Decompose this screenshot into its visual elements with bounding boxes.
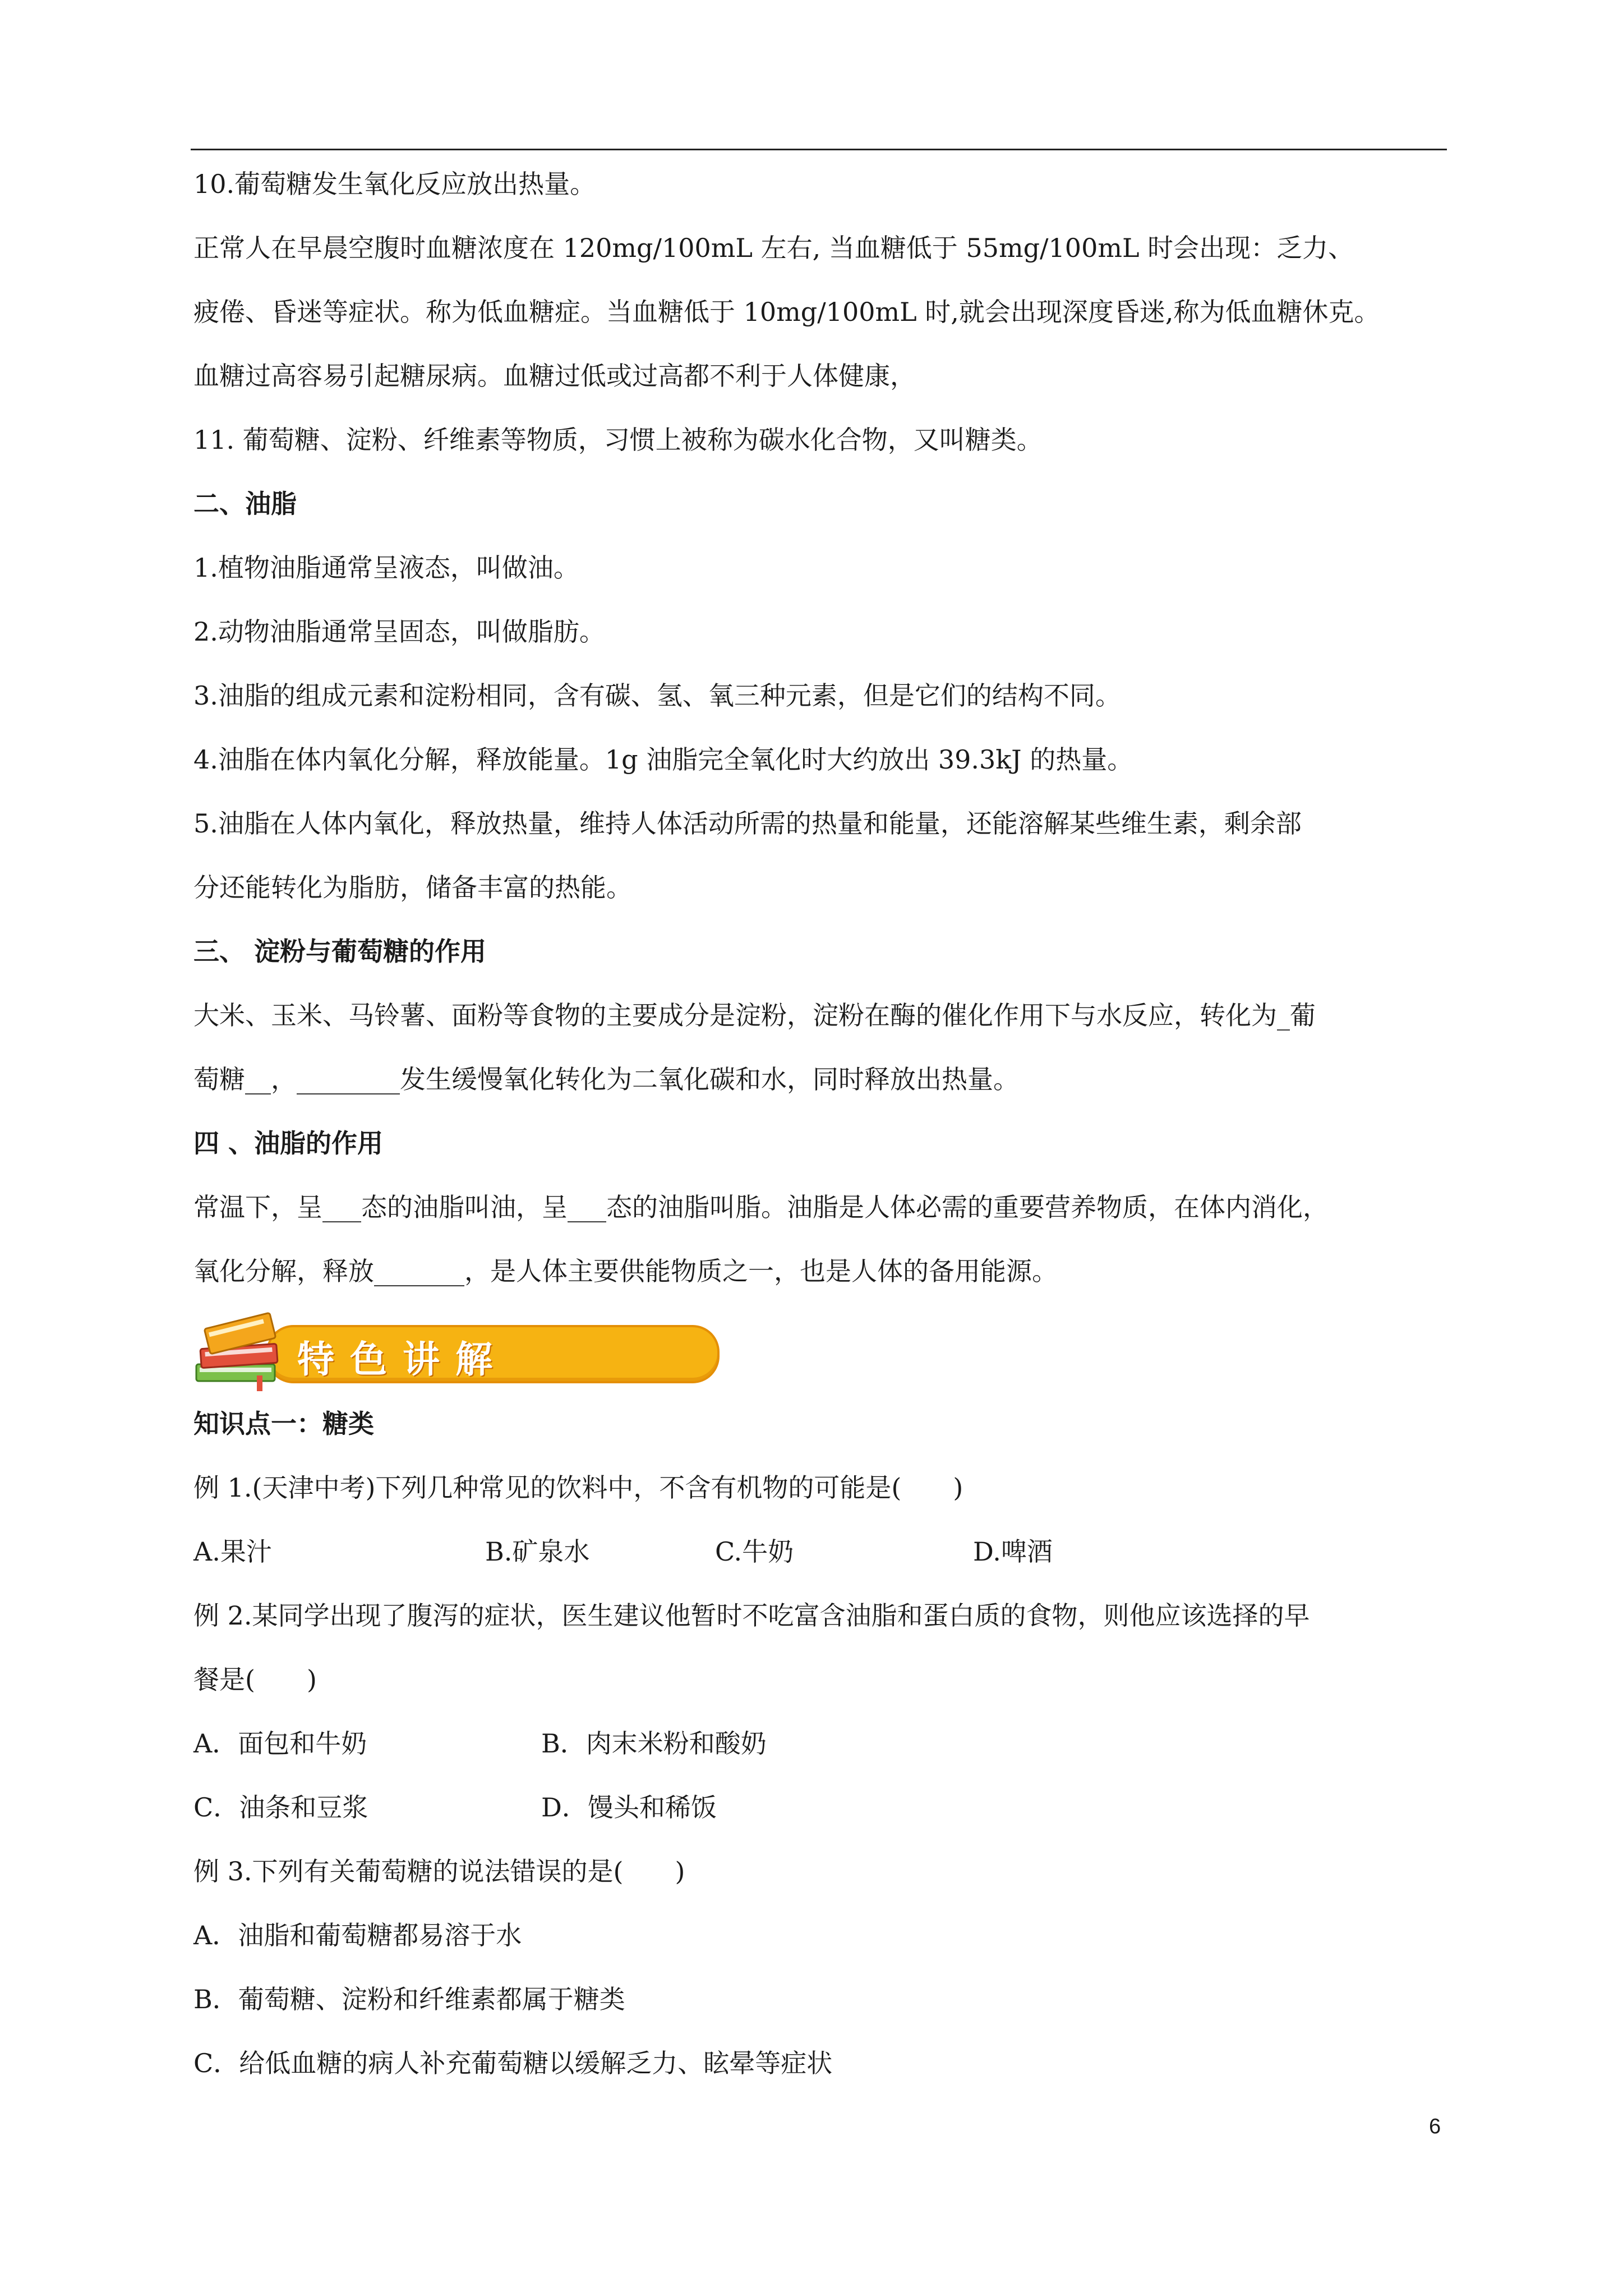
question-stem: 例 3.下列有关葡萄糖的说法错误的是( )	[193, 1856, 685, 1887]
list-item: 4.油脂在体内氧化分解，释放能量。1g 油脂完全氧化时大约放出 39.3kJ 的热量。	[193, 744, 1133, 775]
page-content	[193, 168, 1450, 2111]
list-item: 1.植物油脂通常呈液态，叫做油。	[193, 553, 579, 583]
paragraph-line: 血糖过高容易引起糖尿病。血糖过低或过高都不利于人体健康，	[193, 361, 916, 391]
paragraph-line: 氧化分解，释放_______，是人体主要供能物质之一，也是人体的备用能源。	[193, 1256, 1058, 1286]
books-icon	[191, 1308, 286, 1392]
question-stem: 例 1.(天津中考)下列几种常见的饮料中，不含有机物的可能是( )	[193, 1473, 963, 1503]
paragraph-line: 疲倦、昏迷等症状。称为低血糖症。当血糖低于 10mg/100mL 时,就会出现深度昏迷,称为低血糖休克。	[193, 297, 1380, 327]
list-item: 3.油脂的组成元素和淀粉相同，含有碳、氢、氧三种元素，但是它们的结构不同。	[193, 680, 1121, 711]
section-heading-oils: 二、油脂	[193, 489, 297, 519]
paragraph-line: 萄糖__，________发生缓慢氧化转化为二氧化碳和水，同时释放出热量。	[193, 1064, 1019, 1094]
option: A．面包和牛奶	[193, 1728, 367, 1759]
option: A．油脂和葡萄糖都易溶于水	[193, 1920, 522, 1950]
paragraph-line: 11. 葡萄糖、淀粉、纤维素等物质，习惯上被称为碳水化合物，又叫糖类。	[193, 425, 1043, 455]
list-item: 2.动物油脂通常呈固态，叫做脂肪。	[193, 616, 605, 647]
paragraph-line: 10.葡萄糖发生氧化反应放出热量。	[193, 169, 596, 199]
question-stem: 餐是( )	[193, 1664, 317, 1695]
option: B.矿泉水	[485, 1536, 590, 1567]
question-stem: 例 2.某同学出现了腹泻的症状，医生建议他暂时不吃富含油脂和蛋白质的食物，则他应该选择的早	[193, 1600, 1310, 1631]
option: D．馒头和稀饭	[541, 1792, 717, 1823]
options-row	[193, 1536, 1450, 1567]
feature-banner	[193, 1308, 1450, 1392]
banner-title: 特色讲解	[297, 1338, 508, 1381]
page-number: 6	[1429, 2115, 1441, 2138]
option: C．给低血糖的病人补充葡萄糖以缓解乏力、眩晕等症状	[193, 2048, 833, 2078]
paragraph-line: 常温下，呈___态的油脂叫油，呈___态的油脂叫脂。油脂是人体必需的重要营养物质，在体内消化，	[193, 1192, 1329, 1222]
section-heading-oil-role: 四 、油脂的作用	[193, 1128, 384, 1158]
option: A.果汁	[193, 1536, 272, 1567]
option: D.啤酒	[973, 1536, 1053, 1567]
paragraph-line: 大米、玉米、马铃薯、面粉等食物的主要成分是淀粉，淀粉在酶的催化作用下与水反应，转化为_葡	[193, 1000, 1316, 1030]
option: C．油条和豆浆	[193, 1792, 368, 1823]
paragraph-line: 正常人在早晨空腹时血糖浓度在 120mg/100mL 左右, 当血糖低于 55mg/100mL 时会出现：乏力、	[193, 233, 1354, 263]
option: B．葡萄糖、淀粉和纤维素都属于糖类	[193, 1984, 625, 2014]
knowledge-heading: 知识点一：糖类	[193, 1409, 374, 1439]
option: C.牛奶	[715, 1536, 794, 1567]
option: B．肉末米粉和酸奶	[541, 1728, 767, 1759]
section-heading-starch: 三、 淀粉与葡萄糖的作用	[193, 936, 487, 967]
list-item: 分还能转化为脂肪，储备丰富的热能。	[193, 872, 632, 903]
header-rule	[191, 149, 1447, 150]
options-row	[193, 1728, 1450, 1759]
list-item: 5.油脂在人体内氧化，释放热量，维持人体活动所需的热量和能量，还能溶解某些维生素，剩余部	[193, 808, 1302, 839]
options-row	[193, 1792, 1450, 1823]
